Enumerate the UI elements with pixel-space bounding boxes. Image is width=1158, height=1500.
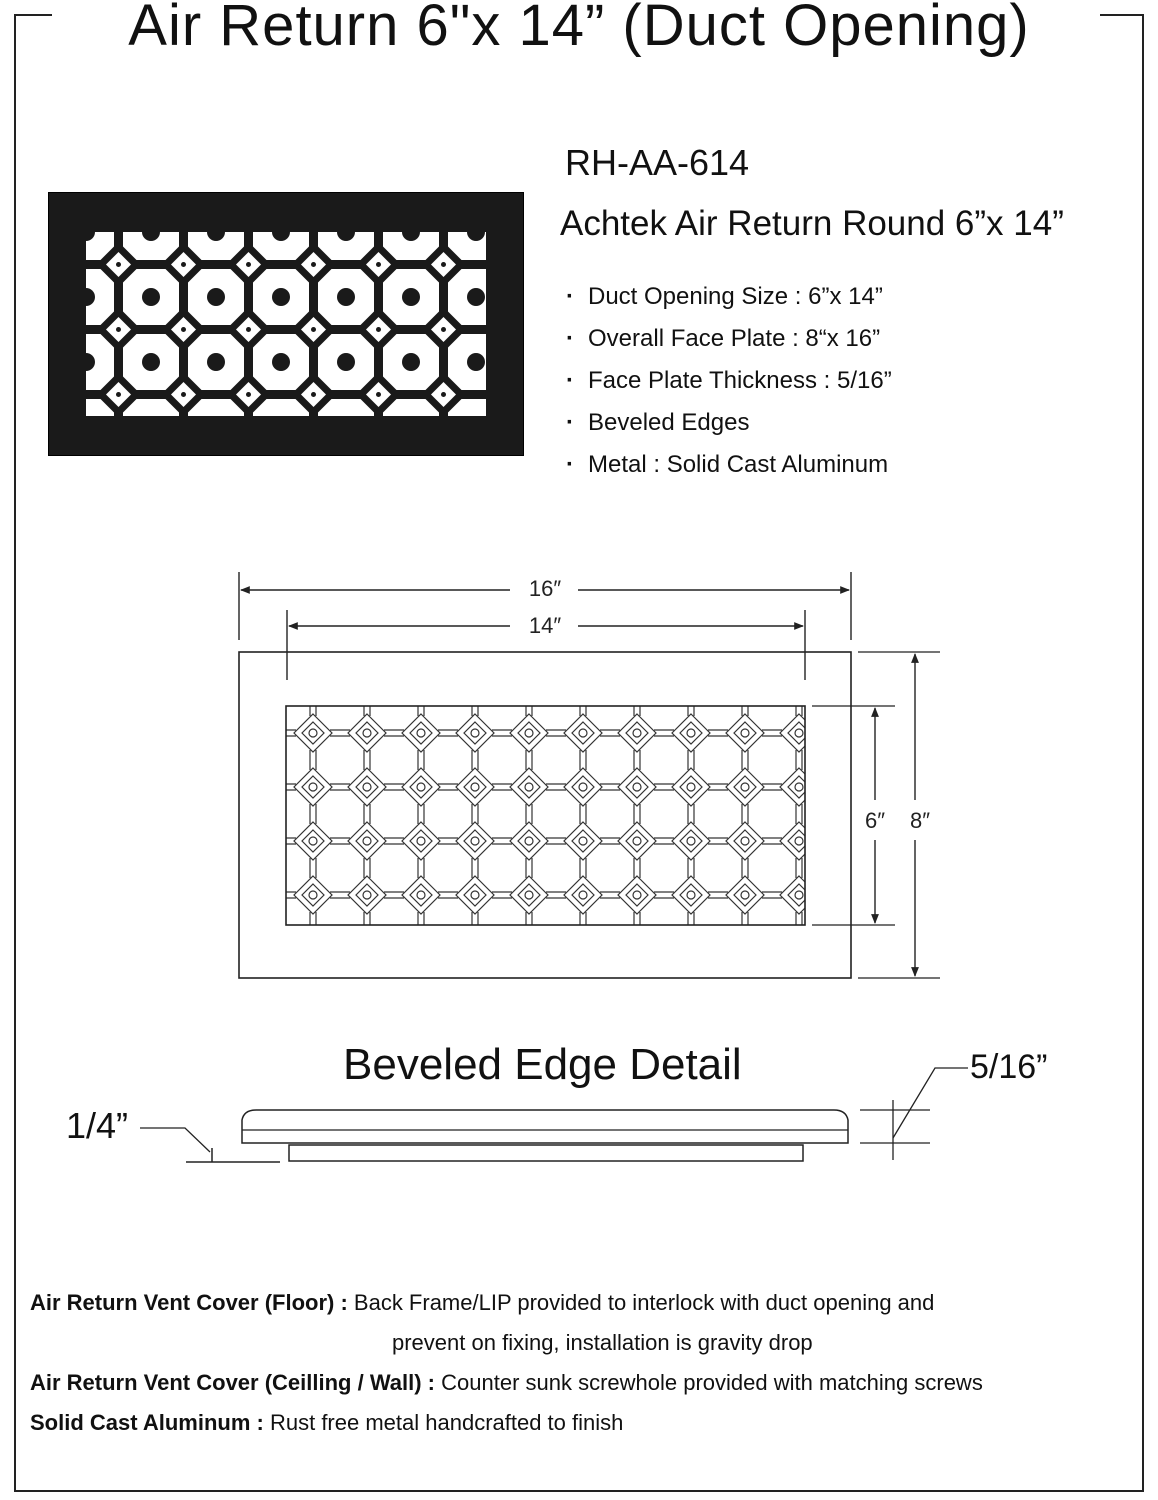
dim-overall-width: 16″: [528, 576, 562, 601]
spec-item: · Metal : Solid Cast Aluminum: [566, 448, 892, 490]
note-floor-continuation: prevent on fixing, installation is gravity drop: [392, 1330, 813, 1355]
detail-lip: 1/4”: [66, 1105, 129, 1146]
note-floor: Air Return Vent Cover (Floor) : Back Frame/LIP provided to interlock with duct opening and: [30, 1290, 935, 1315]
note-ceiling-wall: Air Return Vent Cover (Ceilling / Wall) : Counter sunk screwhole provided with matching screws: [30, 1370, 983, 1395]
beveled-edge-profile: [0, 1060, 1158, 1180]
grille-perforation: [86, 232, 486, 416]
model-number: RH-AA-614: [565, 142, 750, 183]
frame-bottom: [14, 1490, 1144, 1492]
dim-opening-height: 6″: [864, 808, 886, 833]
dimension-drawing: [0, 560, 1158, 1000]
note-aluminum: Solid Cast Aluminum : Rust free metal handcrafted to finish: [30, 1410, 624, 1435]
dim-overall-height: 8″: [909, 808, 931, 833]
spec-item: · Overall Face Plate : 8“x 16”: [566, 322, 892, 364]
product-name: Achtek Air Return Round 6”x 14”: [560, 204, 1064, 243]
grille-outline: [286, 706, 805, 925]
grille-photo: [48, 192, 524, 456]
detail-thickness: 5/16”: [970, 1048, 1048, 1086]
spec-item: · Face Plate Thickness : 5/16”: [566, 364, 892, 406]
detail-title: Beveled Edge Detail: [343, 1040, 742, 1089]
spec-item: · Beveled Edges: [566, 406, 892, 448]
back-frame-lip: [289, 1145, 803, 1161]
page-title: Air Return 6"x 14” (Duct Opening): [0, 0, 1158, 59]
dim-opening-width: 14″: [528, 613, 562, 638]
face-plate-profile: [242, 1110, 848, 1143]
notes: [30, 1283, 983, 1443]
spec-item: · Duct Opening Size : 6”x 14”: [566, 280, 892, 322]
spec-list: [566, 280, 892, 490]
